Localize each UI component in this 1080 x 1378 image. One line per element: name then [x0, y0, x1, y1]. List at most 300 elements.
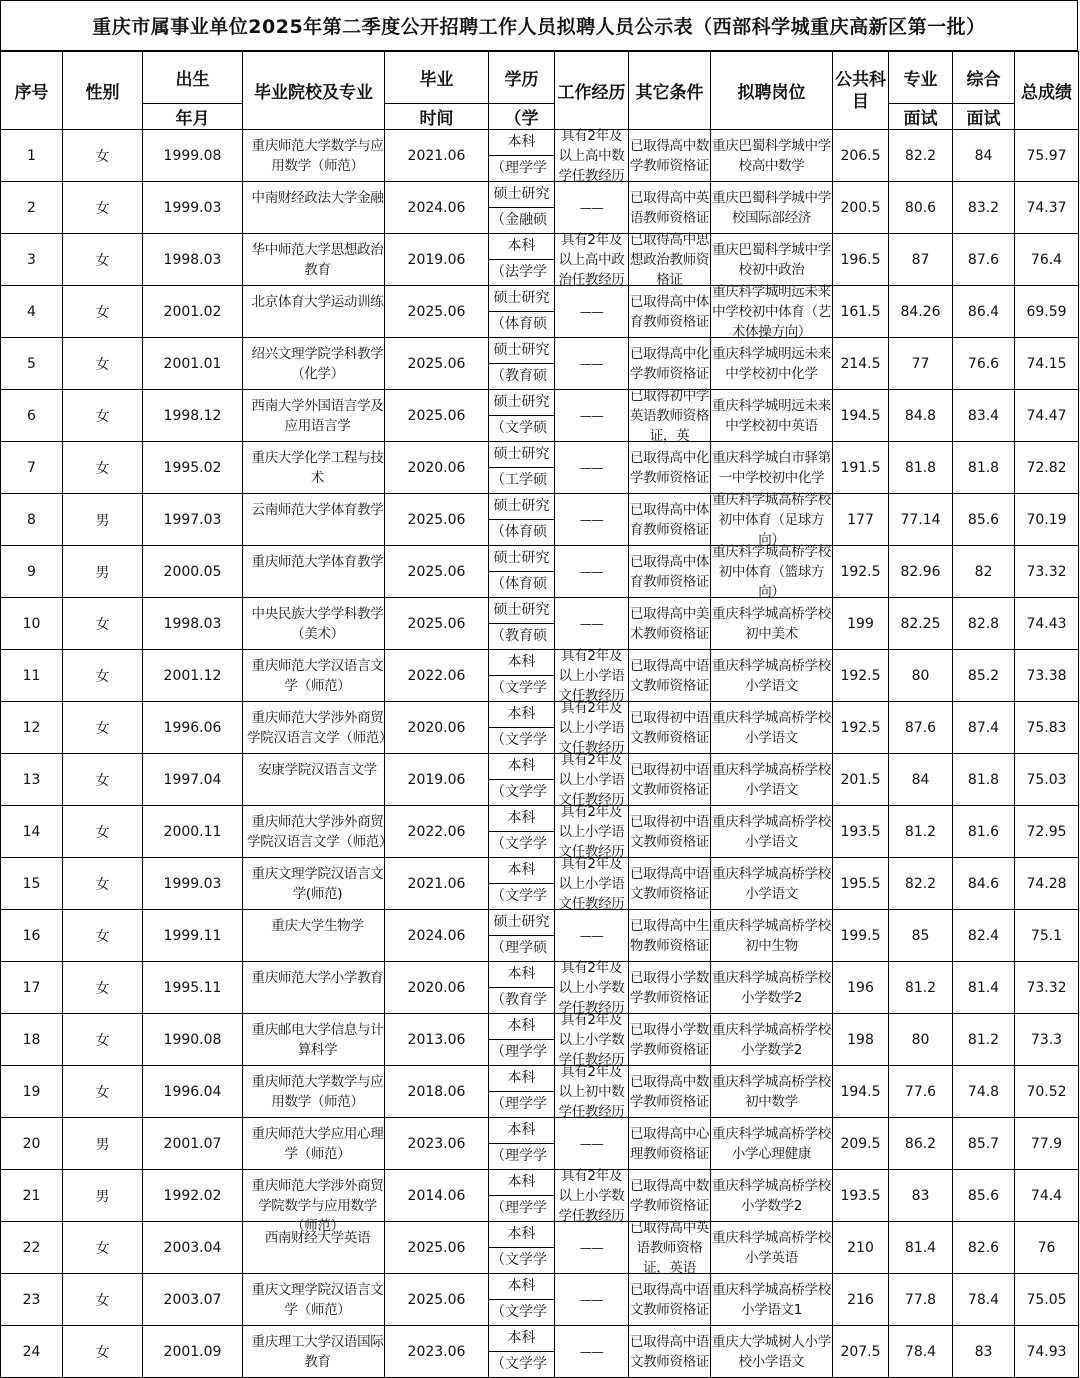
- cell-experience: [555, 1063, 629, 1120]
- experience-text: ——: [579, 564, 604, 579]
- position-text: 重庆科学城高桥学校初中数学: [712, 1073, 831, 1110]
- cell-gender: 女: [63, 182, 143, 234]
- cell-total: 74.47: [1015, 390, 1079, 442]
- cell-grad: 2025.06: [385, 1274, 489, 1326]
- cell-other: [629, 858, 711, 910]
- cell-grad: 2019.06: [385, 754, 489, 806]
- cell-edu: [489, 650, 555, 702]
- header-prof-top: 专业: [889, 52, 953, 104]
- school-text: 重庆师范大学数学与应用数学（师范）: [251, 1073, 384, 1110]
- cell-position: [711, 1274, 833, 1326]
- edu-level: 本科: [489, 1222, 554, 1248]
- header-prof-bottom: 面试: [889, 104, 953, 130]
- cell-seq: 1: [1, 130, 63, 182]
- cell-grad: 2025.06: [385, 338, 489, 390]
- cell-grad: 2023.06: [385, 1118, 489, 1170]
- cell-edu: [489, 858, 555, 910]
- cell-public-score: 207.5: [833, 1326, 889, 1378]
- cell-other: [629, 1274, 711, 1326]
- cell-total: 69.59: [1015, 286, 1079, 338]
- cell-gender: 女: [63, 234, 143, 286]
- cell-prof-interview: 84.8: [889, 390, 953, 442]
- table-row: [1, 546, 1079, 598]
- cell-prof-interview: 86.2: [889, 1118, 953, 1170]
- cell-birth: 2000.05: [143, 546, 243, 598]
- cell-seq: 14: [1, 806, 63, 858]
- table-row: [1, 910, 1079, 962]
- table-row: [1, 858, 1079, 910]
- experience-text: ——: [579, 928, 604, 943]
- experience-text: 具有2年及以上小学语文任教经历: [558, 647, 625, 704]
- other-text: 已取得高中化学教师资格证: [629, 345, 710, 382]
- cell-comp-interview: 76.6: [953, 338, 1015, 390]
- other-text: 已取得小学数学教师资格证: [629, 969, 710, 1006]
- cell-gender: 男: [63, 1118, 143, 1170]
- cell-edu: [489, 1014, 555, 1066]
- degree-type: （文学学: [491, 784, 547, 800]
- cell-edu: [489, 442, 555, 494]
- cell-public-score: 192.5: [833, 546, 889, 598]
- cell-total: 74.15: [1015, 338, 1079, 390]
- cell-seq: 11: [1, 650, 63, 702]
- edu-level: 硕士研究: [489, 910, 554, 936]
- cell-experience: [555, 751, 629, 808]
- cell-school: [243, 494, 385, 546]
- header-comp-top: 综合: [953, 52, 1015, 104]
- header-birth-top: 出生: [143, 52, 243, 104]
- school-text: 重庆邮电大学信息与计算科学: [251, 1021, 384, 1058]
- cell-public-score: 199.5: [833, 910, 889, 962]
- cell-total: 75.83: [1015, 702, 1079, 754]
- header-experience: 工作经历: [555, 52, 629, 130]
- cell-other: [629, 598, 711, 650]
- cell-prof-interview: 87.6: [889, 702, 953, 754]
- degree-type: （文学学: [491, 836, 547, 852]
- cell-comp-interview: 81.8: [953, 754, 1015, 806]
- cell-total: 73.38: [1015, 650, 1079, 702]
- cell-prof-interview: 82.2: [889, 858, 953, 910]
- other-text: 已取得初中语文教师资格证: [629, 709, 710, 746]
- other-text: 已取得高中心理教师资格证: [629, 1125, 710, 1162]
- table-row: [1, 754, 1079, 806]
- position-text: 重庆科学城高桥学校小学数学2: [712, 1021, 831, 1058]
- cell-grad: 2025.06: [385, 546, 489, 598]
- degree-type: （教育硕: [491, 628, 547, 644]
- cell-public-score: 161.5: [833, 286, 889, 338]
- cell-other: [629, 387, 711, 444]
- cell-edu: [489, 182, 555, 234]
- header-edu-bottom: （学: [489, 104, 555, 130]
- cell-school: [243, 1066, 385, 1118]
- table-row: [1, 338, 1079, 390]
- cell-total: 76.4: [1015, 234, 1079, 286]
- other-text: 已取得初中语文教师资格证: [629, 813, 710, 850]
- cell-position: [711, 702, 833, 754]
- experience-text: ——: [579, 512, 604, 527]
- cell-public-score: 196: [833, 962, 889, 1014]
- cell-comp-interview: 84.6: [953, 858, 1015, 910]
- cell-school: [243, 1326, 385, 1378]
- cell-total: 77.9: [1015, 1118, 1079, 1170]
- cell-birth: 2001.12: [143, 650, 243, 702]
- school-text: 华中师范大学思想政治教育: [251, 241, 384, 278]
- cell-edu: [489, 1222, 555, 1274]
- position-text: 重庆巴蜀科学城中学校高中数学: [712, 137, 831, 174]
- other-text: 已取得高中语文教师资格证: [629, 1333, 710, 1370]
- cell-position: [711, 283, 833, 340]
- cell-school: [243, 1170, 385, 1234]
- edu-level: 本科: [489, 1274, 554, 1300]
- cell-prof-interview: 77.8: [889, 1274, 953, 1326]
- cell-experience: [555, 338, 629, 390]
- position-text: 重庆巴蜀科学城中学校国际部经济: [712, 189, 831, 226]
- cell-total: 73.3: [1015, 1014, 1079, 1066]
- edu-level: 本科: [489, 702, 554, 728]
- cell-edu: [489, 1118, 555, 1170]
- cell-seq: 22: [1, 1222, 63, 1274]
- position-text: 重庆科学城高桥学校小学语文: [712, 865, 831, 902]
- cell-seq: 23: [1, 1274, 63, 1326]
- cell-comp-interview: 81.2: [953, 1014, 1015, 1066]
- cell-position: [711, 650, 833, 702]
- cell-other: [629, 546, 711, 598]
- edu-level: 本科: [489, 858, 554, 884]
- table-row: [1, 234, 1079, 286]
- experience-text: ——: [579, 1136, 604, 1151]
- edu-level: 本科: [489, 130, 554, 156]
- experience-text: 具有2年及以上小学数学任教经历: [558, 959, 625, 1016]
- header-edu-top: 学历: [489, 52, 555, 104]
- cell-public-score: 192.5: [833, 702, 889, 754]
- cell-birth: 1992.02: [143, 1170, 243, 1222]
- cell-other: [629, 1014, 711, 1066]
- header-public-score: 公共科目: [833, 52, 889, 130]
- cell-grad: 2022.06: [385, 650, 489, 702]
- cell-birth: 2000.11: [143, 806, 243, 858]
- cell-birth: 1999.03: [143, 858, 243, 910]
- cell-grad: 2018.06: [385, 1066, 489, 1118]
- cell-grad: 2024.06: [385, 910, 489, 962]
- cell-total: 70.19: [1015, 494, 1079, 546]
- cell-comp-interview: 82: [953, 546, 1015, 598]
- header-other: 其它条件: [629, 52, 711, 130]
- cell-prof-interview: 82.25: [889, 598, 953, 650]
- cell-edu: [489, 910, 555, 962]
- cell-seq: 15: [1, 858, 63, 910]
- experience-text: ——: [579, 1292, 604, 1307]
- cell-position: [711, 390, 833, 442]
- cell-experience: [555, 699, 629, 756]
- cell-prof-interview: 81.8: [889, 442, 953, 494]
- edu-level: 硕士研究: [489, 390, 554, 416]
- cell-experience: [555, 1118, 629, 1170]
- edu-level: 本科: [489, 962, 554, 988]
- degree-type: （理学学: [491, 1044, 547, 1060]
- cell-position: [711, 858, 833, 910]
- cell-total: 74.4: [1015, 1170, 1079, 1222]
- cell-comp-interview: 81.8: [953, 442, 1015, 494]
- experience-text: 具有2年及以上小学语文任教经历: [558, 699, 625, 756]
- cell-birth: 1998.03: [143, 598, 243, 650]
- school-text: 重庆师范大学数学与应用数学（师范）: [251, 137, 384, 174]
- cell-other: [629, 286, 711, 338]
- cell-comp-interview: 78.4: [953, 1274, 1015, 1326]
- edu-level: 硕士研究: [489, 494, 554, 520]
- cell-comp-interview: 74.8: [953, 1066, 1015, 1118]
- cell-edu: [489, 494, 555, 546]
- position-text: 重庆科学城高桥学校小学英语: [712, 1229, 831, 1266]
- cell-experience: [555, 442, 629, 494]
- cell-grad: 2023.06: [385, 1326, 489, 1378]
- cell-comp-interview: 86.4: [953, 286, 1015, 338]
- page-title: 重庆市属事业单位2025年第二季度公开招聘工作人员拟聘人员公示表（西部科学城重庆高新区第一批）: [0, 0, 1078, 51]
- school-text: 绍兴文理学院学科教学（化学）: [251, 345, 384, 382]
- cell-seq: 17: [1, 962, 63, 1014]
- school-text: 西南财经大学英语: [264, 1229, 371, 1246]
- school-text: 西南大学外国语言学及应用语言学: [251, 397, 384, 434]
- cell-grad: 2020.06: [385, 442, 489, 494]
- position-text: 重庆科学城高桥学校小学心理健康: [712, 1125, 831, 1162]
- other-text: 已取得高中数学教师资格证: [629, 137, 710, 174]
- school-text: 重庆师范大学涉外商贸学院数学与应用数学（师范）: [251, 1177, 384, 1234]
- degree-type: （理学学: [491, 1096, 547, 1112]
- cell-seq: 13: [1, 754, 63, 806]
- other-text: 已取得高中化学教师资格证: [629, 449, 710, 486]
- cell-experience: [555, 546, 629, 598]
- cell-public-score: 200.5: [833, 182, 889, 234]
- cell-birth: 1998.03: [143, 234, 243, 286]
- experience-text: ——: [579, 1344, 604, 1359]
- cell-gender: 男: [63, 546, 143, 598]
- position-text: 重庆科学城白市驿第一中学校初中化学: [712, 449, 831, 486]
- cell-birth: 1996.04: [143, 1066, 243, 1118]
- experience-text: ——: [579, 1240, 604, 1255]
- degree-type: （文学学: [491, 1252, 547, 1268]
- cell-seq: 4: [1, 286, 63, 338]
- cell-seq: 5: [1, 338, 63, 390]
- cell-other: [629, 182, 711, 234]
- cell-edu: [489, 754, 555, 806]
- cell-total: 74.93: [1015, 1326, 1079, 1378]
- cell-grad: 2020.06: [385, 962, 489, 1014]
- degree-type: （理学学: [491, 160, 547, 176]
- cell-comp-interview: 84: [953, 130, 1015, 182]
- cell-experience: [555, 494, 629, 546]
- cell-experience: [555, 855, 629, 912]
- cell-public-score: 177: [833, 494, 889, 546]
- cell-position: [711, 442, 833, 494]
- degree-type: （文学硕: [491, 420, 547, 436]
- position-text: 重庆科学城高桥学校初中生物: [712, 917, 831, 954]
- cell-comp-interview: 82.4: [953, 910, 1015, 962]
- cell-prof-interview: 81.2: [889, 806, 953, 858]
- cell-public-score: 194.5: [833, 390, 889, 442]
- cell-birth: 1997.04: [143, 754, 243, 806]
- cell-school: [243, 702, 393, 754]
- cell-school: [243, 806, 393, 858]
- cell-public-score: 209.5: [833, 1118, 889, 1170]
- cell-other: [629, 494, 711, 546]
- cell-other: [629, 130, 711, 182]
- cell-total: 75.97: [1015, 130, 1079, 182]
- experience-text: ——: [579, 616, 604, 631]
- cell-seq: 19: [1, 1066, 63, 1118]
- cell-comp-interview: 85.6: [953, 494, 1015, 546]
- table-row: [1, 1274, 1079, 1326]
- cell-other: [629, 338, 711, 390]
- school-text: 重庆师范大学涉外商贸学院汉语言文学（师范）: [247, 813, 393, 850]
- cell-edu: [489, 1066, 555, 1118]
- table-row: [1, 598, 1079, 650]
- cell-birth: 1995.02: [143, 442, 243, 494]
- cell-public-score: 210: [833, 1222, 889, 1274]
- cell-comp-interview: 83.2: [953, 182, 1015, 234]
- school-text: 北京体育大学运动训练: [251, 293, 384, 310]
- cell-experience: [555, 182, 629, 234]
- degree-type: （文学学: [491, 680, 547, 696]
- header-school: 毕业院校及专业: [243, 52, 385, 130]
- cell-edu: [489, 702, 555, 754]
- cell-public-score: 191.5: [833, 442, 889, 494]
- cell-edu: [489, 962, 555, 1014]
- degree-type: （工学硕: [491, 472, 547, 488]
- cell-school: [243, 546, 385, 598]
- header-comp-bottom: 面试: [953, 104, 1015, 130]
- table-row: [1, 442, 1079, 494]
- cell-birth: 2001.09: [143, 1326, 243, 1378]
- cell-position: [711, 234, 833, 286]
- cell-school: [243, 962, 385, 1014]
- school-text: 重庆理工大学汉语国际教育: [251, 1333, 384, 1370]
- cell-other: [629, 442, 711, 494]
- table-row: [1, 286, 1079, 338]
- cell-other: [629, 1219, 711, 1276]
- cell-prof-interview: 77.6: [889, 1066, 953, 1118]
- edu-level: 本科: [489, 1170, 554, 1196]
- position-text: 重庆科学城高桥学校小学语文: [712, 657, 831, 694]
- cell-school: [243, 1014, 385, 1066]
- degree-type: （理学学: [491, 1200, 547, 1216]
- cell-public-score: 193.5: [833, 1170, 889, 1222]
- school-text: 安康学院汉语言文学: [258, 761, 377, 778]
- cell-grad: 2021.06: [385, 858, 489, 910]
- cell-experience: [555, 1222, 629, 1274]
- cell-experience: [555, 1011, 629, 1068]
- position-text: 重庆科学城明远未来中学校初中化学: [712, 345, 831, 382]
- cell-seq: 6: [1, 390, 63, 442]
- cell-gender: 女: [63, 442, 143, 494]
- cell-gender: 女: [63, 1326, 143, 1378]
- cell-position: [711, 1118, 833, 1170]
- cell-seq: 18: [1, 1014, 63, 1066]
- cell-birth: 1999.11: [143, 910, 243, 962]
- cell-experience: [555, 803, 629, 860]
- cell-position: [711, 182, 833, 234]
- edu-level: 硕士研究: [489, 442, 554, 468]
- candidate-table: [0, 51, 1079, 1378]
- cell-prof-interview: 85: [889, 910, 953, 962]
- cell-position: [711, 910, 833, 962]
- cell-edu: [489, 1274, 555, 1326]
- cell-prof-interview: 84.26: [889, 286, 953, 338]
- cell-position: [711, 130, 833, 182]
- cell-birth: 2001.02: [143, 286, 243, 338]
- cell-gender: 女: [63, 1014, 143, 1066]
- cell-grad: 2013.06: [385, 1014, 489, 1066]
- cell-school: [243, 130, 385, 182]
- cell-public-score: 206.5: [833, 130, 889, 182]
- cell-seq: 21: [1, 1170, 63, 1222]
- other-text: 已取得高中数学教师资格证: [629, 1177, 710, 1214]
- cell-other: [629, 1118, 711, 1170]
- cell-public-score: 195.5: [833, 858, 889, 910]
- table-body: [1, 127, 1079, 1378]
- cell-comp-interview: 83: [953, 1326, 1015, 1378]
- degree-type: （体育硕: [491, 316, 547, 332]
- cell-grad: 2025.06: [385, 494, 489, 546]
- cell-prof-interview: 80: [889, 650, 953, 702]
- cell-seq: 7: [1, 442, 63, 494]
- cell-school: [243, 1274, 385, 1326]
- cell-prof-interview: 80.6: [889, 182, 953, 234]
- cell-gender: 女: [63, 858, 143, 910]
- cell-school: [243, 442, 385, 494]
- cell-school: [243, 338, 385, 390]
- cell-other: [629, 702, 711, 754]
- cell-experience: [555, 390, 629, 442]
- cell-edu: [489, 1170, 555, 1222]
- experience-text: 具有2年及以上高中政治任教经历: [558, 231, 625, 288]
- cell-gender: 女: [63, 286, 143, 338]
- cell-edu: [489, 338, 555, 390]
- cell-public-score: 214.5: [833, 338, 889, 390]
- degree-type: （理学学: [491, 1148, 547, 1164]
- edu-level: 本科: [489, 650, 554, 676]
- cell-school: [243, 234, 385, 286]
- cell-position: [711, 754, 833, 806]
- cell-grad: 2024.06: [385, 182, 489, 234]
- cell-edu: [489, 806, 555, 858]
- degree-type: （教育硕: [491, 368, 547, 384]
- degree-type: （文学学: [491, 732, 547, 748]
- position-text: 重庆科学城高桥学校初中体育（足球方向）: [712, 491, 831, 548]
- table-row: [1, 182, 1079, 234]
- cell-comp-interview: 81.4: [953, 962, 1015, 1014]
- edu-level: 本科: [489, 1014, 554, 1040]
- cell-experience: [555, 231, 629, 288]
- cell-public-score: 196.5: [833, 234, 889, 286]
- cell-prof-interview: 81.4: [889, 1222, 953, 1274]
- cell-total: 72.82: [1015, 442, 1079, 494]
- cell-school: [243, 182, 385, 234]
- cell-position: [711, 491, 833, 548]
- cell-experience: [555, 910, 629, 962]
- cell-experience: [555, 647, 629, 704]
- cell-other: [629, 754, 711, 806]
- cell-comp-interview: 83.4: [953, 390, 1015, 442]
- cell-prof-interview: 83: [889, 1170, 953, 1222]
- table-row: [1, 1066, 1079, 1118]
- cell-position: [711, 1014, 833, 1066]
- cell-gender: 女: [63, 338, 143, 390]
- cell-position: [711, 962, 833, 1014]
- experience-text: 具有2年及以上高中数学任教经历: [558, 127, 625, 184]
- cell-grad: 2025.06: [385, 286, 489, 338]
- degree-type: （文学学: [491, 1304, 547, 1320]
- other-text: 已取得高中生物教师资格证: [629, 917, 710, 954]
- other-text: 已取得高中体育教师资格证: [629, 293, 710, 330]
- degree-type: （教育学: [491, 992, 547, 1008]
